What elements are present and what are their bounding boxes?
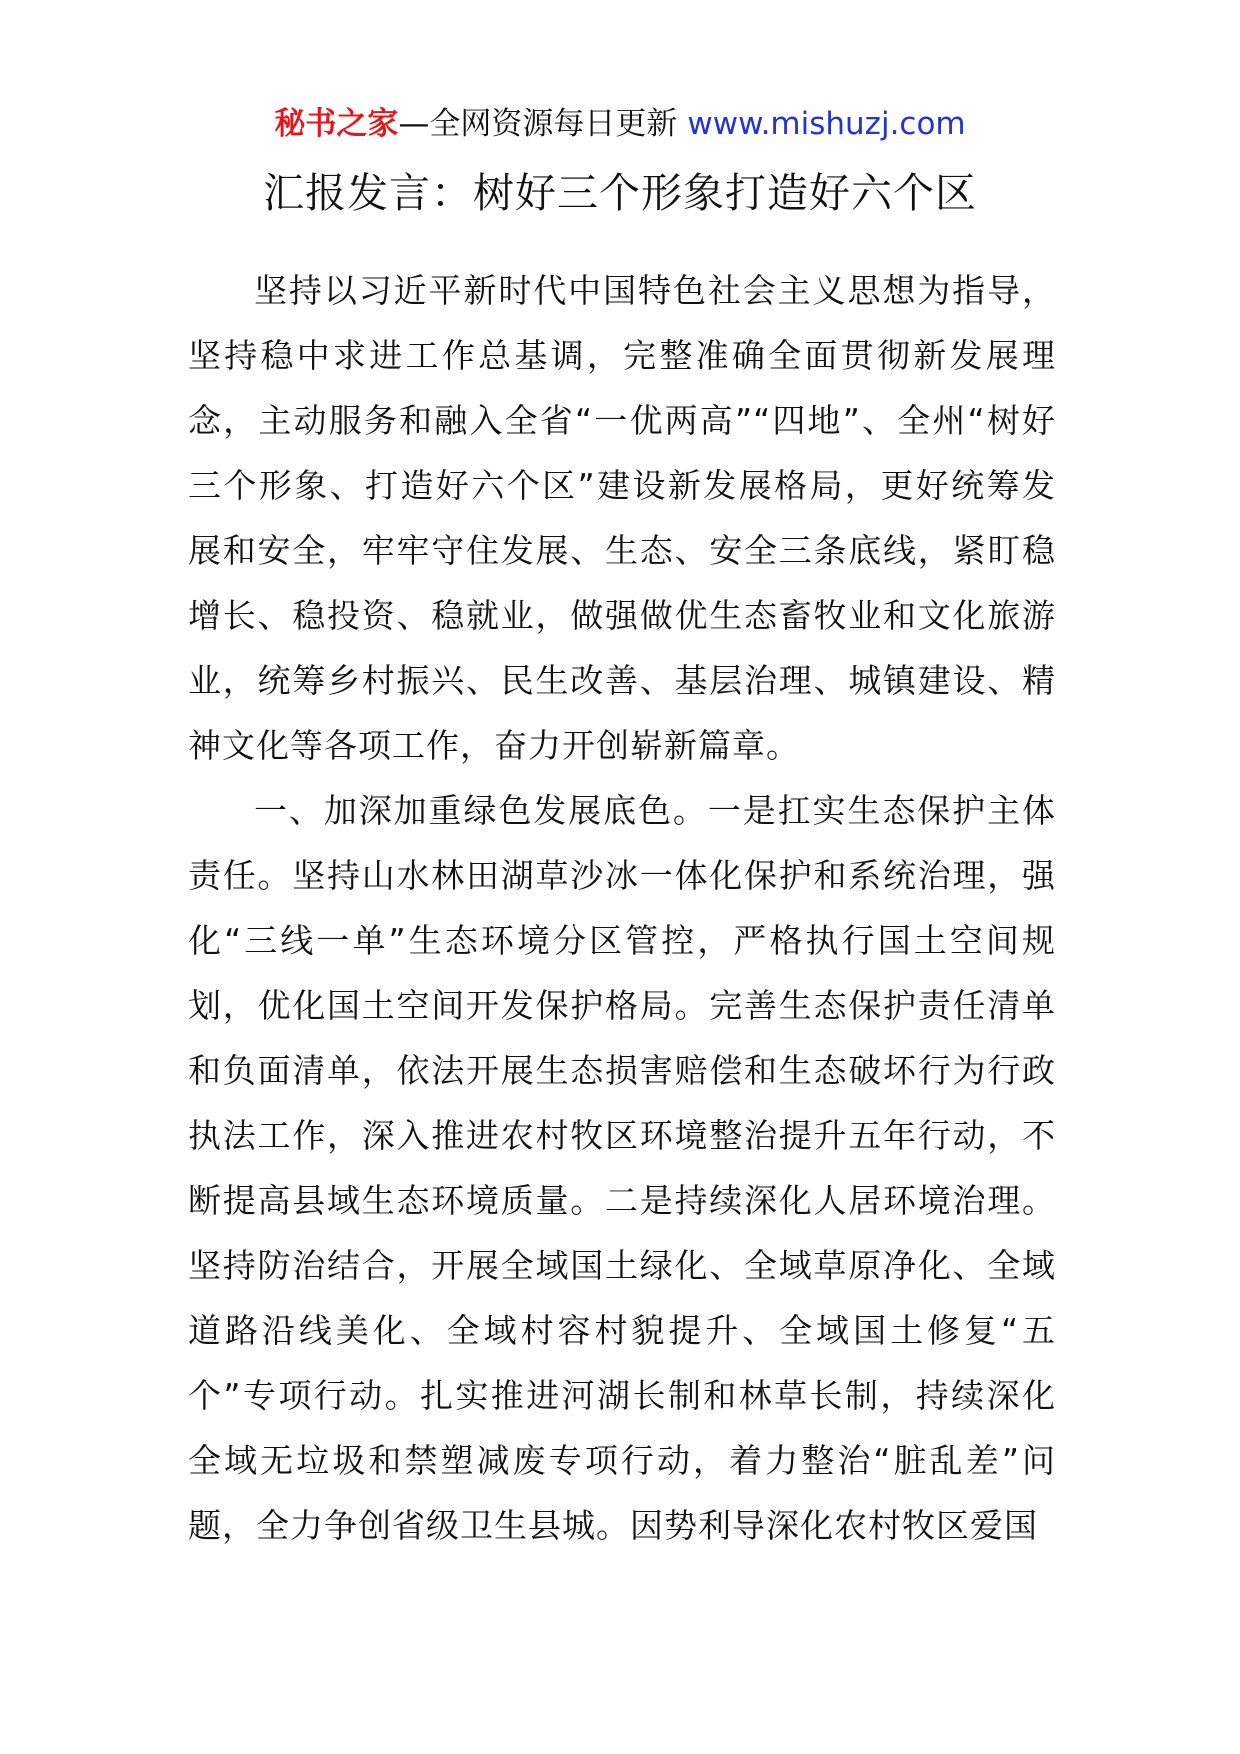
site-header [0, 104, 1240, 144]
paragraph-section-one: 一、加深加重绿色发展底色。一是扛实生态保护主体责任。坚持山水林田湖草沙冰一体化保护和系统治理，强化“三线一单”生态环境分区管控，严格执行国土空间规划，优化国土空间开发保护格局。完善生态保护责任清单和负面清单，依法开展生态损害赔偿和生态破坏行为行政执法工作，深入推进农村牧区环境整治提升五年行动，不断提高县域生态环境质量。二是持续深化人居环境治理。坚持防治结合，开展全域国土绿化、全域草原净化、全域道路沿线美化、全域村容村貌提升、全域国土修复“五个”专项行动。扎实推进河湖长制和林草长制，持续深化全域无垃圾和禁塑减废专项行动，着力整治“脏乱差”问题，全力争创省级卫生县城。因势利导深化农村牧区爱国 [188, 791, 1056, 1545]
site-tagline: —全网资源每日更新 [398, 106, 678, 142]
paragraph-intro: 坚持以习近平新时代中国特色社会主义思想为指导，坚持稳中求进工作总基调，完整准确全面贯彻新发展理念，主动服务和融入全省“一优两高”“四地”、全州“树好三个形象、打造好六个区”建设新发展格局，更好统筹发展和安全，牢牢守住发展、生态、安全三条底线，紧盯稳增长、稳投资、稳就业，做强做优生态畜牧业和文化旅游业，统筹乡村振兴、民生改善、基层治理、城镇建设、精神文化等各项工作，奋力开创崭新篇章。 [188, 271, 1056, 765]
site-url-link[interactable]: www.mishuzj.com [687, 106, 966, 142]
document-body [188, 258, 1056, 1558]
document-title: 汇报发言：树好三个形象打造好六个区 [263, 169, 977, 217]
site-brand: 秘书之家 [274, 106, 399, 142]
